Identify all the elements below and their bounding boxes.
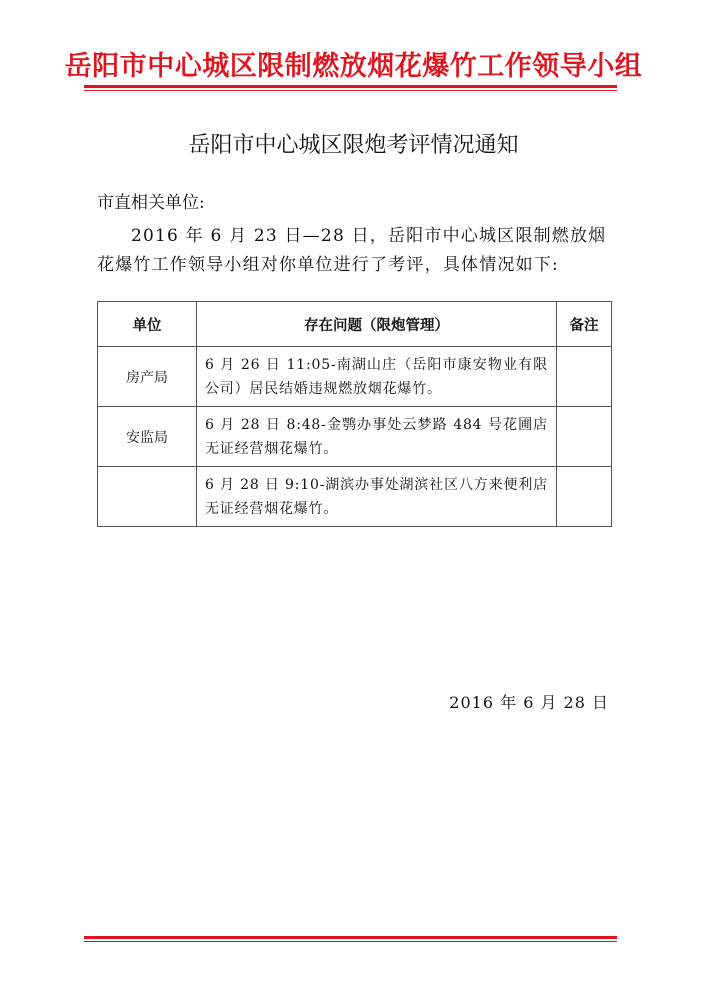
row-note — [557, 407, 612, 467]
body-paragraph: 2016 年 6 月 23 日—28 日，岳阳市中心城区限制燃放烟花爆竹工作领导小组对你单位进行了考评，具体情况如下: — [97, 226, 607, 275]
table-row — [98, 467, 612, 527]
header-note: 备注 — [557, 302, 612, 347]
row-issue: 6 月 28 日 8:48-金鹗办事处云梦路 484 号花圃店无证经营烟花爆竹。 — [197, 407, 557, 467]
footer-rule-thin — [84, 941, 617, 942]
row-issue: 6 月 26 日 11:05-南湖山庄（岳阳市康安物业有限公司）居民结婚违规燃放烟花爆竹。 — [197, 347, 557, 407]
row-unit — [98, 467, 197, 527]
document-title: 岳阳市中心城区限炮考评情况通知 — [188, 133, 519, 158]
table-row — [98, 347, 612, 407]
letterhead-rule-thin — [84, 90, 617, 91]
header-unit: 单位 — [98, 302, 197, 347]
footer-rule-thick — [84, 936, 617, 939]
salutation: 市直相关单位: — [97, 193, 205, 213]
table-row — [98, 407, 612, 467]
letterhead-rule-thick — [84, 85, 617, 88]
row-note — [557, 347, 612, 407]
row-note — [557, 467, 612, 527]
letterhead-title: 岳阳市中心城区限制燃放烟花爆竹工作领导小组 — [64, 51, 643, 82]
row-unit: 房产局 — [98, 347, 197, 407]
row-unit: 安监局 — [98, 407, 197, 467]
evaluation-table — [97, 301, 612, 527]
table-header-row — [98, 302, 612, 347]
document-date: 2016 年 6 月 28 日 — [449, 693, 609, 712]
header-issue: 存在问题（限炮管理） — [197, 302, 557, 347]
row-issue: 6 月 28 日 9:10-湖滨办事处湖滨社区八方来便利店无证经营烟花爆竹。 — [197, 467, 557, 527]
